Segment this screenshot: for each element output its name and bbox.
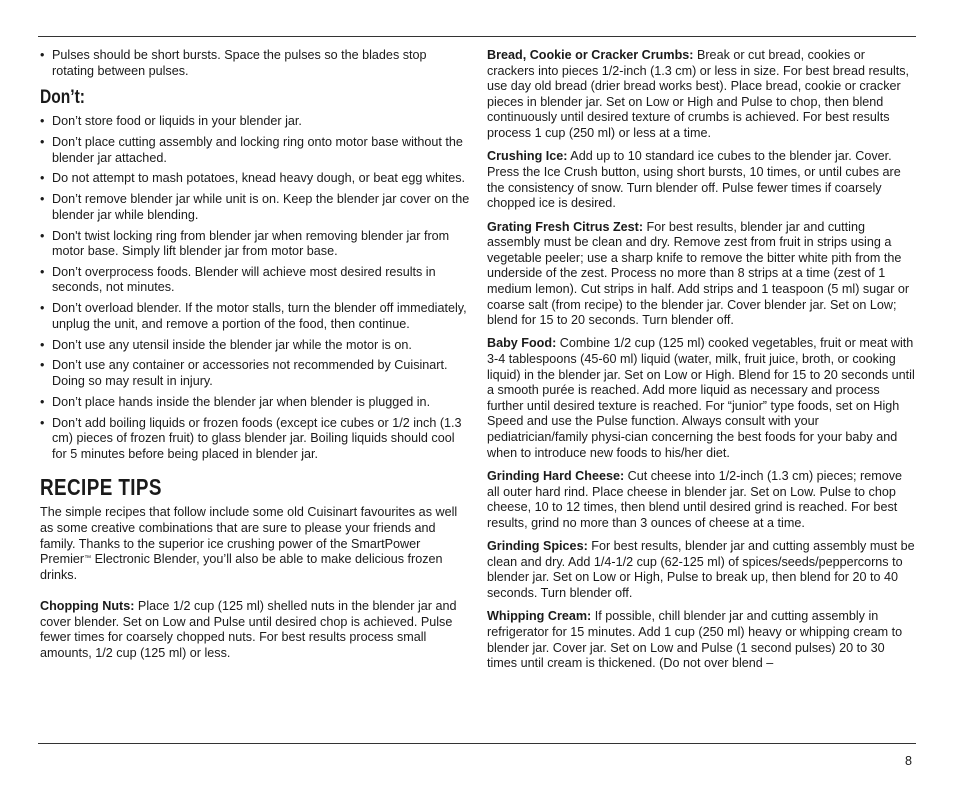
tip-title: Chopping Nuts: [40,598,135,613]
tip-title: Bread, Cookie or Cracker Crumbs: [487,48,694,62]
list-item: • Don’t remove blender jar while unit is on. Keep the blender jar cover on the blender jar while blending. [40,192,470,223]
right-column [487,48,915,680]
tip-text: If possible, chill blender jar and cutting assembly in refrigerator for 15 minutes. Add 1 cup (250 ml) heavy or whipping cream to blender jar. Cover jar. Set on Low and Pulse (1 second pulses) 20 to 30 times until cream is thickened. (Do not over blend – [487,609,903,671]
list-item: • Don’t add boiling liquids or frozen foods (except ice cubes or 1/2 inch (1.3 cm) pieces of frozen fruit) to glass blender jar. Boiling liquids should cool for 5 minutes before being placed in blender jar. [40,416,470,463]
tip-title: Crushing Ice: [487,149,568,164]
tip-text: For best results, blender jar and cutting assembly must be clean and dry. Remove zest from fruit in strips using a vegetable peeler; use a sharp knife to remove the bitter white pith from the underside of the zest. Process no more than 8 strips at a time (zest of 1 medium lemon). Cut strips in half. Add strips and 1 teaspoon (5 ml) sugar or coarse salt (from recipe) to the blender jar. Cover blender jar. Set on Low; blend for 15 to 20 seconds. Turn blender off. [487,219,910,328]
list-item: • Do not attempt to mash potatoes, knead heavy dough, or beat egg whites. [40,171,470,187]
bottom-rule [38,743,916,744]
tip-title: Baby Food: [487,336,557,351]
list-item: • Don’t overprocess foods. Blender will achieve most desired results in seconds, not minutes. [40,265,470,296]
tip-chopping-nuts [40,599,470,661]
intro-text: The simple recipes that follow include some old Cuisinart favourites as well as some creative combinations that are sure to please your friends and family. Thanks to the superior ice crushing power of the SmartPower Premier [40,505,458,567]
list-item: • Don’t place cutting assembly and locking ring onto motor base without the blender jar attached. [40,135,470,166]
list-item: • Don’t place hands inside the blender jar when blender is plugged in. [40,395,470,411]
top-bullet-list [40,48,470,79]
tip-title: Grinding Spices: [487,539,588,554]
tip-bread-crumbs [487,48,915,142]
recipe-tips-heading: RECIPE TIPS [40,474,162,501]
tip-grinding-spices [487,539,915,601]
tip-text: For best results, blender jar and cutting assembly must be clean and dry. Add 1/4-1/2 cup (62-125 ml) of spices/seeds/peppercorns to blender jar. Set on Low or High, Pulse to break up, then blend for 20 to 40 seconds. Turn blender off. [487,539,915,600]
intro-text-continued: Electronic Blender, you’ll also be able to make delicious frozen drinks. [40,552,443,582]
trademark-symbol: ™ [84,555,92,563]
list-item: • Don’t overload blender. If the motor stalls, turn the blender off immediately, unplug the unit, and remove a portion of the food, then continue. [40,301,470,332]
page-number: 8 [905,754,913,768]
left-column [40,48,470,669]
tip-title: Whipping Cream: [487,609,592,624]
tip-citrus-zest [487,220,915,329]
tip-hard-cheese [487,469,915,531]
dont-heading: Don’t: [40,87,85,109]
tip-text: Combine 1/2 cup (125 ml) cooked vegetables, fruit or meat with 3-4 tablespoons (45-60 ml) liquid (water, milk, fruit juice, broth, or cooking liquid) in the blender jar. Set on Low or High. Blend for 15 to 20 seconds until a smooth purée is reached. Add more liquid as necessary and process further until desired texture is reached. For “junior” type foods, set on High Speed and use the Pulse function. Always consult with your pediatrician/family physi-cian concerning the best foods for your baby and when to introduce new foods to his/her diet. [487,336,915,460]
list-item: • Pulses should be short bursts. Space the pulses so the blades stop rotating between pulses. [40,48,470,79]
list-item: • Don’t use any utensil inside the blender jar while the motor is on. [40,338,470,354]
list-item: • Don’t use any container or accessories not recommended by Cuisinart. Doing so may result in injury. [40,358,470,389]
top-rule [38,36,916,37]
tip-crushing-ice [487,149,915,211]
recipe-tips-intro [40,505,470,583]
tip-whipping-cream [487,609,915,671]
tip-baby-food [487,336,915,461]
list-item: • Don’t store food or liquids in your blender jar. [40,114,470,130]
tip-text: Break or cut bread, cookies or crackers into pieces 1/2-inch (1.3 cm) or less in size. For best bread results, use day old bread (drier bread works best). Place bread, cookie or cracker pieces in blender jar. Set on Low or High and Pulse to chop, then blend continuously until desired texture of crumbs is achieved. For best results process 1 cup (250 ml) or less at a time. [487,48,910,140]
list-item: • Don't twist locking ring from blender jar when removing blender jar from motor base. Simply lift blender jar from motor base. [40,229,470,260]
tip-title: Grating Fresh Citrus Zest: [487,219,644,234]
tip-text: Cut cheese into 1/2-inch (1.3 cm) pieces; remove all outer hard rind. Place cheese in blender jar. Set on Low. Pulse to chop cheese, 10 to 12 times, then blend until desired grind is reached. For best results, grind no more than 3 ounces of cheese at a time. [487,469,903,530]
tip-text: Place 1/2 cup (125 ml) shelled nuts in the blender jar and cover blender. Set on Low and Pulse until desired chop is achieved. Pulse fewer times for coarsely chopped nuts. For best results process small amounts, 1/2 cup (125 ml) or less. [40,598,457,660]
dont-list [40,114,470,462]
tip-text: Add up to 10 standard ice cubes to the blender jar. Cover. Press the Ice Crush button, using short bursts, 10 times, or until cubes are the consistency of snow. Turn blender off. Pulse fewer times if coarsely chopped ice is desired. [487,149,901,211]
tip-title: Grinding Hard Cheese: [487,469,625,484]
